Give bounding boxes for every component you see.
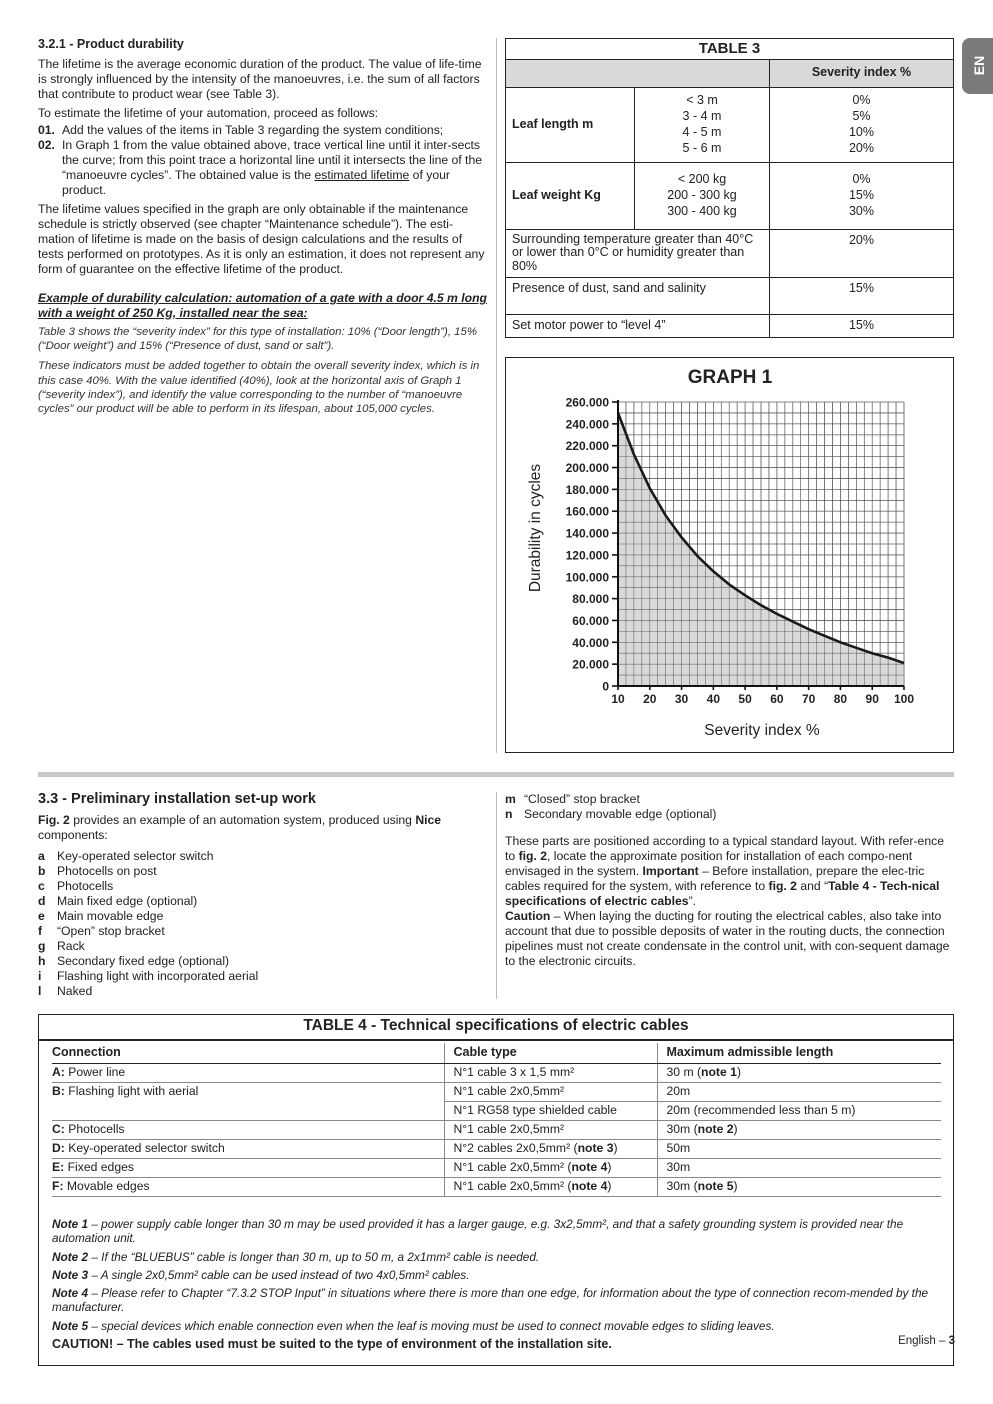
x-tick-label: 90 — [865, 692, 879, 706]
y-tick-label: 100.000 — [565, 570, 609, 585]
list-item: b Photocells on post — [38, 864, 157, 878]
cable-cell: N°1 cable 2x0,5mm² — [444, 1120, 657, 1139]
example-paragraph-1: Table 3 shows the “severity index” for this type of installation: 10% (“Door length”), 15% (“Door weight”) and 15% (“Presence of dust, sand or salt”). — [38, 326, 477, 353]
note-2: Note 2 – If the “BLUEBUS” cable is longer than 30 m, up to 50 m, a 2x1mm² cable is needed. — [52, 1249, 540, 1264]
table-row — [52, 1177, 941, 1196]
dust-value: 15% — [770, 277, 954, 314]
leaf-length-ranges: < 3 m 3 - 4 m 4 - 5 m 5 - 6 m — [635, 87, 770, 162]
step-number: 01. — [38, 123, 55, 137]
motor-power-value: 15% — [770, 314, 954, 337]
temperature-label: Surrounding temperature greater than 40°C or lower than 0°C or humidity greater than 80% — [506, 229, 770, 277]
cable-cell: N°1 cable 3 x 1,5 mm² — [444, 1063, 657, 1082]
list-item: a Key-operated selector switch — [38, 849, 214, 863]
table-3-header: Severity index % — [770, 59, 954, 87]
positioning-paragraph: These parts are positioned according to a typical standard layout. With refer-ence to fig. 2, locate the approximate position for installation of each compo-nent envisaged in the system. Important – Before installation, prepare the elec-tric cables required for the system, with reference to fig. 2 and “Table 4 - Tech-nical specifications of electric cables”. — [505, 834, 944, 908]
column-header: Cable type — [444, 1043, 657, 1063]
installation-intro: Fig. 2 provides an example of an automation system, produced using Nice components: — [38, 813, 442, 842]
table-row — [52, 1139, 941, 1158]
y-tick-label: 120.000 — [565, 548, 609, 563]
component-list — [38, 849, 488, 999]
table-3-title: TABLE 3 — [506, 39, 954, 60]
table-4-title: TABLE 4 - Technical specifications of electric cables — [303, 1017, 689, 1034]
cable-cell: N°1 RG58 type shielded cable — [444, 1101, 657, 1120]
connection-cell: D: Key-operated selector switch — [52, 1139, 444, 1158]
list-item: l Naked — [38, 984, 93, 998]
temperature-value: 20% — [770, 229, 954, 277]
note-5: Note 5 – special devices which enable connection even when the leaf is moving must be used to connect movable edges to sliding leaves. — [52, 1318, 775, 1333]
table-4-title-rule — [39, 1039, 953, 1041]
cable-cell: N°1 cable 2x0,5mm² (note 4) — [444, 1158, 657, 1177]
step-text: Add the values of the items in Table 3 regarding the system conditions; — [62, 123, 444, 137]
connection-cell: F: Movable edges — [52, 1177, 444, 1196]
connection-cell: C: Photocells — [52, 1120, 444, 1139]
table-row — [52, 1082, 941, 1101]
x-tick-label: 10 — [611, 692, 625, 706]
step-text: In Graph 1 from the value obtained above, trace vertical line until it inter-sects the curve; from this point trace a horizontal line until it intersects the line of the “manoeuvre cycles”. The obtained value is the estimated lifetime of your product. — [62, 138, 483, 197]
footer-language: English – — [898, 1335, 949, 1347]
list-item: e Main movable edge — [38, 909, 164, 923]
leaf-length-values: 0% 5% 10% 20% — [770, 87, 954, 162]
column-header: Maximum admissible length — [657, 1043, 941, 1063]
dust-label: Presence of dust, sand and salinity — [506, 277, 770, 314]
installation-section-right — [505, 792, 954, 969]
x-tick-label: 40 — [706, 692, 721, 706]
table-row — [52, 1158, 941, 1177]
list-item: n Secondary movable edge (optional) — [505, 807, 717, 821]
column-divider-top — [496, 38, 497, 753]
leaf-weight-values: 0% 15% 30% — [770, 162, 954, 229]
table-4-grid — [52, 1043, 941, 1197]
graph-title: GRAPH 1 — [687, 367, 773, 388]
table-3 — [505, 38, 954, 338]
durability-paragraph-3: The lifetime values specified in the graph are only obtainable if the maintenance schedule is strictly observed (see chapter “Maintenance schedule”). The esti-mation of lifetime is made on the basis of design calculations and the results of tests performed on prototypes. As it is only an estimation, it does not represent any form of guarantee on the effective lifetime of the product. — [38, 202, 485, 276]
leaf-length-label: Leaf length m — [506, 87, 635, 162]
table-row — [52, 1101, 941, 1120]
durability-section — [38, 37, 488, 422]
x-axis-label: Severity index % — [704, 722, 820, 739]
caution-paragraph: Caution – When laying the ducting for routing the electrical cables, also take into account that due to possible deposits of water in the routing ducts, the connection pipelines must not create condensate in the control unit, with con-sequent damage to the electronic circuits. — [505, 909, 950, 968]
leaf-weight-label: Leaf weight Kg — [506, 162, 635, 229]
x-tick-label: 60 — [770, 692, 784, 706]
length-cell: 30m (note 2) — [657, 1120, 941, 1139]
connection-cell: E: Fixed edges — [52, 1158, 444, 1177]
cable-cell: N°2 cables 2x0,5mm² (note 3) — [444, 1139, 657, 1158]
installation-section-left — [38, 792, 488, 999]
y-tick-label: 160.000 — [565, 504, 609, 519]
language-tab — [962, 38, 993, 94]
list-item: d Main fixed edge (optional) — [38, 894, 198, 908]
durability-paragraph-2: To estimate the lifetime of your automation, proceed as follows: — [38, 106, 379, 120]
page-footer — [898, 1334, 955, 1349]
y-tick-label: 0 — [602, 679, 609, 694]
connection-cell: B: Flashing light with aerial — [52, 1084, 199, 1099]
durability-heading: 3.2.1 - Product durability — [38, 37, 184, 51]
length-cell: 20m (recommended less than 5 m) — [657, 1101, 941, 1120]
list-item: c Photocells — [38, 879, 114, 893]
durability-paragraph-1: The lifetime is the average economic duration of the product. The value of life-time is strongly influenced by the intensity of the manoeuvres, i.e. the sum of all factors that contribute to product wear (see Table 3). — [38, 57, 482, 101]
y-axis-label: Durability in cycles — [527, 463, 544, 593]
list-item: f “Open” stop bracket — [38, 924, 165, 938]
page-number: 3 — [948, 1335, 955, 1347]
x-tick-label: 100 — [893, 692, 915, 706]
connection-cell: A: Power line — [52, 1063, 444, 1082]
table-row — [52, 1120, 941, 1139]
list-item: m “Closed” stop bracket — [505, 792, 640, 806]
cable-cell: N°1 cable 2x0,5mm² (note 4) — [444, 1177, 657, 1196]
x-tick-label: 30 — [674, 692, 689, 706]
list-item: h Secondary fixed edge (optional) — [38, 954, 230, 968]
y-tick-label: 260.000 — [565, 395, 609, 410]
durability-step-1 — [38, 123, 488, 138]
y-tick-label: 200.000 — [565, 461, 609, 476]
table-header-row — [52, 1043, 941, 1063]
estimated-lifetime-term: estimated lifetime — [314, 168, 410, 182]
x-tick-label: 70 — [801, 692, 816, 706]
y-tick-label: 20.000 — [572, 657, 609, 672]
table-3-header-blank — [506, 59, 770, 87]
y-tick-label: 60.000 — [572, 613, 609, 628]
step-number: 02. — [38, 138, 55, 152]
example-paragraph-2: These indicators must be added together to obtain the overall severity index, which is in this case 40%. With the value identified (40%), look at the horizontal axis of Graph 1 (“severity index”), and identify the value corresponding to the number of “manoeuvre cycles” our product will be able to perform in its lifespan, about 105,000 cycles. — [38, 360, 480, 416]
note-1: Note 1 – power supply cable longer than 30 m may be used provided it has a larger gauge, e.g. 3x2,5mm², and that a safety grounding system is provided near the automation unit. — [52, 1217, 904, 1246]
note-3: Note 3 – A single 2x0,5mm² cable can be used instead of two 4x0,5mm² cables. — [52, 1267, 470, 1282]
y-tick-label: 240.000 — [565, 417, 609, 432]
x-tick-label: 80 — [833, 692, 848, 706]
durability-step-2 — [38, 138, 488, 198]
length-cell: 20m — [657, 1082, 941, 1101]
y-tick-labels — [566, 396, 618, 694]
length-cell: 50m — [657, 1139, 941, 1158]
caution-note: CAUTION! – The cables used must be suited to the type of environment of the installation site. — [52, 1337, 612, 1352]
list-item: i Flashing light with incorporated aerial — [38, 969, 259, 983]
column-header: Connection — [52, 1043, 444, 1063]
y-tick-label: 220.000 — [565, 439, 609, 454]
table-4-notes — [52, 1217, 941, 1355]
installation-heading: 3.3 - Preliminary installation set-up work — [38, 791, 316, 807]
note-4: Note 4 – Please refer to Chapter “7.3.2 STOP Input” in situations where there is more than one edge, for information about the type of connection recom-mended by the manufacturer. — [52, 1286, 929, 1315]
length-cell: 30m (note 5) — [657, 1177, 941, 1196]
graph-1 — [505, 357, 954, 753]
connection-cell — [52, 1101, 444, 1120]
language-tab-label: EN — [971, 55, 988, 76]
x-tick-label: 20 — [643, 692, 657, 706]
x-tick-labels — [611, 686, 914, 706]
y-tick-label: 80.000 — [572, 592, 609, 607]
y-tick-label: 180.000 — [565, 482, 609, 497]
cable-cell: N°1 cable 2x0,5mm² — [444, 1082, 657, 1101]
section-divider — [38, 772, 954, 777]
y-tick-label: 140.000 — [565, 526, 609, 541]
y-tick-label: 40.000 — [572, 635, 609, 650]
graph-1-chart — [506, 358, 952, 751]
column-divider-bottom — [496, 792, 497, 999]
length-cell: 30m — [657, 1158, 941, 1177]
leaf-weight-ranges: < 200 kg 200 - 300 kg 300 - 400 kg — [635, 162, 770, 229]
motor-power-label: Set motor power to “level 4” — [506, 314, 770, 337]
table-row — [52, 1063, 941, 1082]
x-tick-label: 50 — [738, 692, 752, 706]
length-cell: 30 m (note 1) — [657, 1063, 941, 1082]
example-title: Example of durability calculation: automation of a gate with a door 4.5 m long with a weight of 250 Kg, installed near the sea: — [38, 291, 487, 320]
list-item: g Rack — [38, 939, 85, 953]
table-4 — [38, 1014, 954, 1366]
